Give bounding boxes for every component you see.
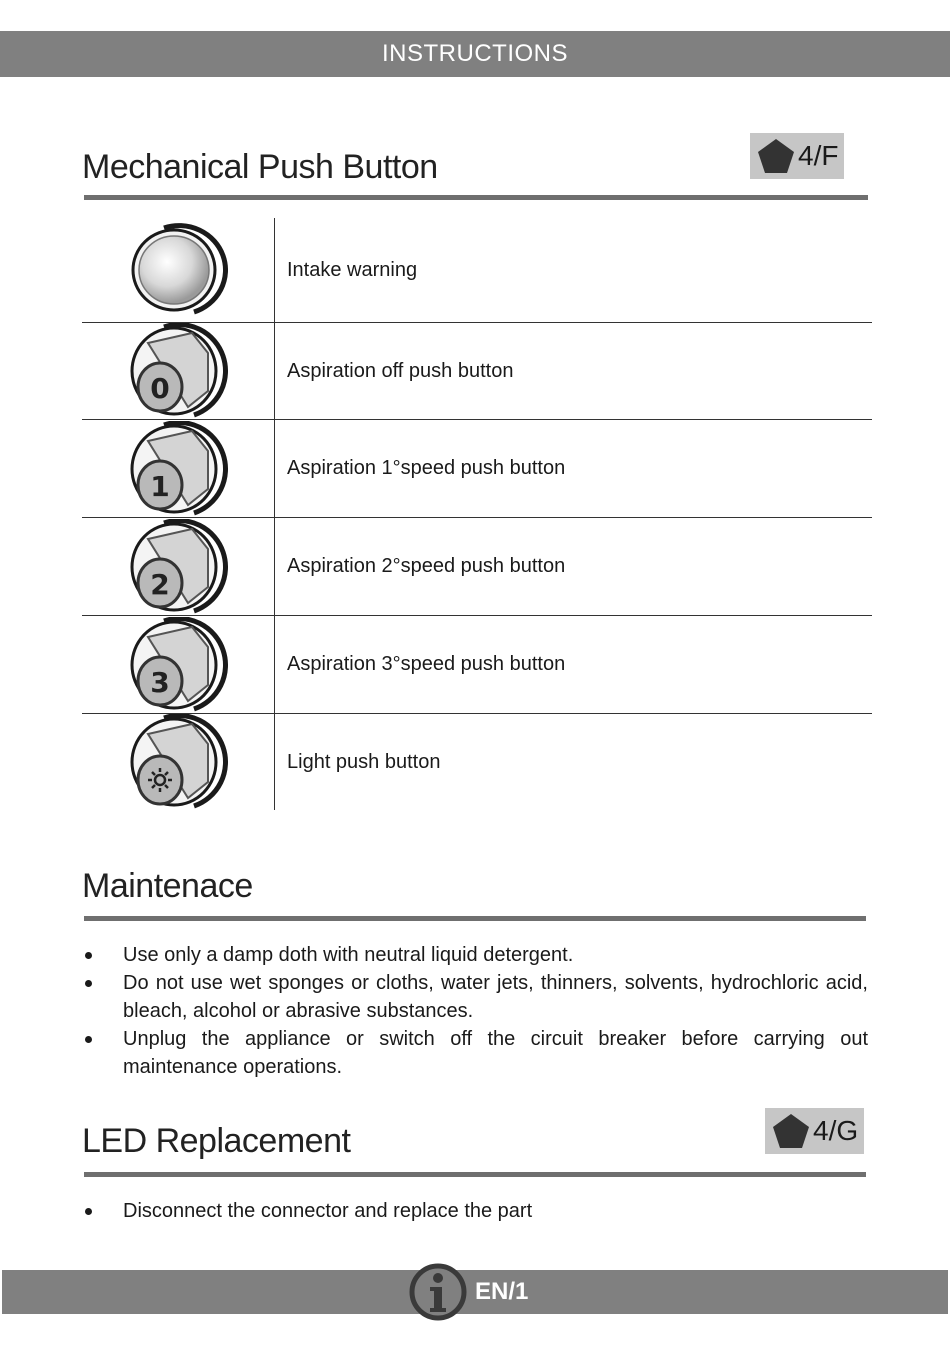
header-bar bbox=[0, 31, 950, 77]
reference-badge-4f bbox=[750, 133, 844, 179]
table-row bbox=[82, 616, 872, 714]
icon-cell bbox=[82, 323, 275, 419]
row-label: Aspiration 3°speed push button bbox=[287, 653, 566, 675]
row-label: Light push button bbox=[287, 750, 441, 773]
led-list bbox=[82, 1197, 868, 1225]
pentagon-icon bbox=[771, 1112, 811, 1150]
list-item: Use only a damp doth with neutral liquid detergent. bbox=[82, 941, 868, 969]
svg-text:2: 2 bbox=[150, 567, 170, 601]
list-item: Disconnect the connector and replace the part bbox=[82, 1197, 868, 1225]
list-item: Do not use wet sponges or cloths, water jets, thinners, solvents, hydrochloric acid, bleach, alcohol or abrasive substances. bbox=[82, 969, 868, 1025]
table-row bbox=[82, 323, 872, 420]
button-0-icon bbox=[128, 323, 228, 419]
button-2-icon bbox=[128, 519, 228, 615]
section-rule bbox=[84, 1172, 866, 1177]
icon-cell bbox=[82, 420, 275, 517]
button-1-icon bbox=[128, 421, 228, 517]
icon-cell bbox=[82, 616, 275, 713]
badge-label: 4/G bbox=[813, 1115, 859, 1146]
row-label: Aspiration 1°speed push button bbox=[287, 457, 566, 479]
row-label: Intake warning bbox=[287, 258, 418, 281]
section-rule bbox=[84, 916, 866, 921]
svg-text:0: 0 bbox=[150, 372, 170, 405]
table-row bbox=[82, 218, 872, 323]
svg-text:1: 1 bbox=[150, 469, 170, 503]
section-rule bbox=[84, 195, 868, 200]
icon-cell bbox=[82, 518, 275, 615]
badge-label: 4/F bbox=[798, 140, 839, 171]
icon-cell bbox=[82, 714, 275, 810]
button-3-icon bbox=[128, 617, 228, 713]
row-label: Aspiration 2°speed push button bbox=[287, 555, 566, 577]
section-title-led: LED Replacement bbox=[82, 1122, 351, 1160]
table-row bbox=[82, 518, 872, 616]
info-icon bbox=[408, 1262, 468, 1322]
section-title-maintenance: Maintenace bbox=[82, 867, 253, 905]
push-button-table bbox=[82, 218, 872, 810]
icon-cell bbox=[82, 218, 275, 322]
row-label: Aspiration off push button bbox=[287, 359, 514, 382]
pentagon-icon bbox=[756, 137, 796, 175]
page-number: EN/1 bbox=[475, 1278, 529, 1305]
table-row bbox=[82, 420, 872, 518]
list-item: Unplug the appliance or switch off the circuit breaker before carrying out maintenance operations. bbox=[82, 1025, 868, 1081]
header-title: INSTRUCTIONS bbox=[382, 40, 568, 67]
table-row bbox=[82, 714, 872, 810]
reference-badge-4g bbox=[765, 1108, 864, 1154]
maintenance-list bbox=[82, 941, 868, 1081]
button-light-icon bbox=[128, 714, 228, 810]
indicator-lamp-icon bbox=[128, 222, 228, 318]
section-title-push-button: Mechanical Push Button bbox=[82, 148, 438, 186]
svg-text:3: 3 bbox=[150, 665, 170, 699]
